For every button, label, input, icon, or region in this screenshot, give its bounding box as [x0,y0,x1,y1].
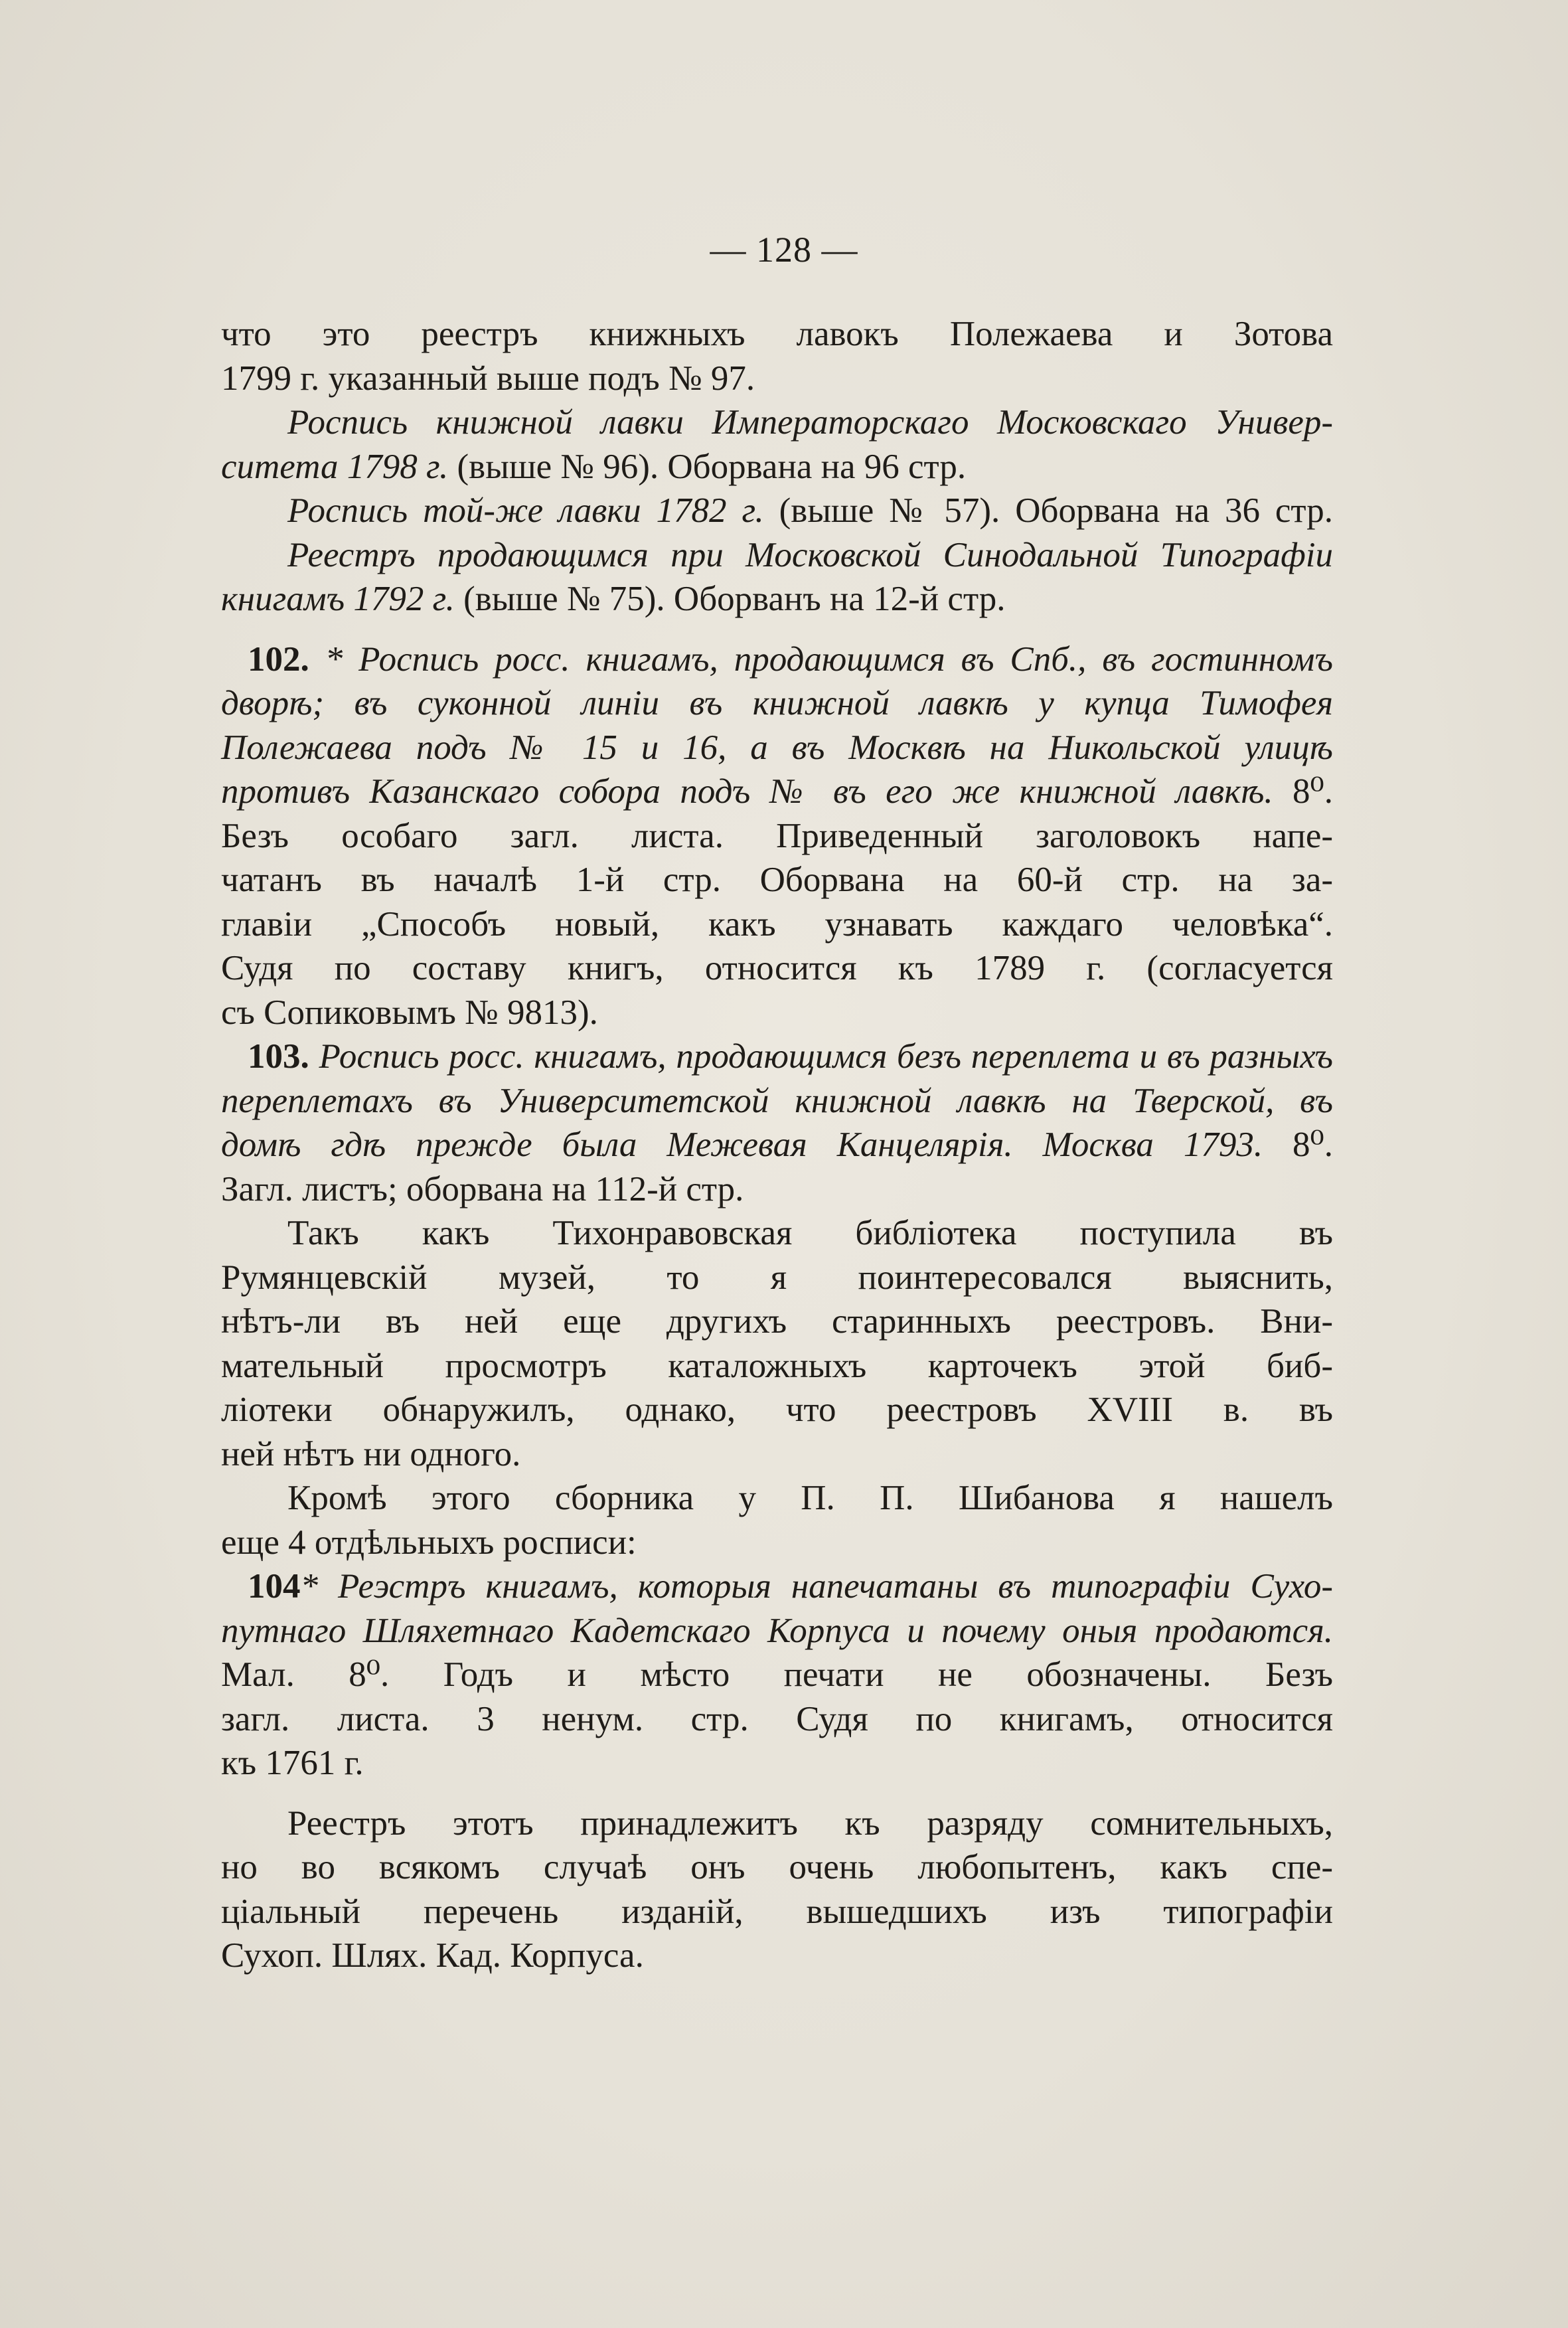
text-line [221,1653,1333,1697]
text-run: 8⁰. [1293,1125,1333,1164]
text-run: Загл. листъ; оборвана на 112-й стр. [221,1169,744,1208]
italic-title: Роспись той-же лавки 1782 г. [287,491,779,530]
paragraph [221,1801,1333,1978]
text-run: (выше № 96). Оборвана на 96 стр. [457,447,967,486]
text-line [221,1299,1333,1344]
text-line [221,1079,1333,1123]
text-line [221,357,1333,401]
paragraph [221,1564,1333,1786]
paragraph [221,400,1333,489]
text-run: Судя по составу книгъ, относится къ 1789 г. (согласуется [221,949,1333,987]
text-line [221,770,1333,814]
text-line [221,1432,1333,1477]
text-run: мательный просмотръ каталожныхъ карточекъ этой биб- [221,1346,1333,1385]
text-line [221,533,1333,578]
text-line [221,1890,1333,1934]
entry-number: 104 [248,1567,301,1606]
text-line [221,637,1333,682]
text-line [221,1035,1333,1079]
text-run: нѣтъ-ли въ ней еще другихъ старинныхъ реестровъ. Вни- [221,1302,1333,1341]
paragraph [221,312,1333,400]
paragraph [221,1476,1333,1564]
text-run: загл. листа. 3 ненум. стр. Судя по книгамъ, относится [221,1699,1333,1738]
text-run: что это реестръ книжныхъ лавокъ Полежаева и Зотова [221,315,1333,353]
italic-title: переплетахъ въ Университетской книжной лавкѣ на Тверской, въ [221,1081,1333,1120]
text-run: къ 1761 г. [221,1744,364,1782]
text-line [221,489,1333,533]
text-run: Румянцевскій музей, то я поинтересовался выяснить, [221,1258,1333,1297]
text-run: Такъ какъ Тихонравовская библіотека поступила въ [287,1214,1333,1252]
italic-title: путнаго Шляхетнаго Кадетскаго Корпуса и почему оныя продаются. [221,1611,1333,1650]
text-run: главіи „Способъ новый, какъ узнавать каждаго человѣка“. [221,904,1333,944]
paragraph [221,1035,1333,1211]
text-line [221,1123,1333,1167]
text-line [221,1801,1333,1846]
italic-title: Полежаева подъ № 15 и 16, а въ Москвѣ на Никольской улицѣ [221,728,1333,767]
text-line [221,312,1333,357]
text-line [221,577,1333,622]
text-run: (выше № 75). Оборванъ на 12-й стр. [463,580,1006,618]
entry-number: 103. [248,1037,319,1076]
text-run: ней нѣтъ ни одного. [221,1434,521,1473]
text-line [221,400,1333,445]
text-line [221,1564,1333,1609]
text-run: еще 4 отдѣльныхъ росписи: [221,1523,637,1562]
page-body-text [221,312,1333,1978]
italic-title: Роспись книжной лавки Императорскаго Московскаго Универ- [287,403,1333,442]
text-line [221,1256,1333,1300]
text-line [221,1741,1333,1786]
text-line [221,814,1333,859]
text-line [221,902,1333,947]
text-line [221,1344,1333,1388]
italic-title: противъ Казанскаго собора подъ № въ его же книжной лавкѣ. [221,772,1293,811]
text-line [221,1697,1333,1742]
text-run: съ Сопиковымъ № 9813). [221,993,598,1032]
italic-title: Роспись росс. книгамъ, продающимся безъ переплета и въ разныхъ [319,1037,1333,1076]
paragraph-gap [221,622,1333,637]
text-run: Сухоп. Шлях. Кад. Корпуса. [221,1936,644,1975]
paragraph-gap [221,1786,1333,1801]
text-run: ціальный перечень изданій, вышедшихъ изъ типографіи [221,1892,1333,1931]
paragraph [221,637,1333,1035]
text-line [221,1388,1333,1432]
text-run: Реестръ этотъ принадлежитъ къ разряду сомнительныхъ, [287,1803,1333,1843]
entry-number: 102. [248,639,325,679]
text-line [221,445,1333,489]
page-number: — 128 — [710,230,858,270]
text-run: чатанъ въ началѣ 1-й стр. Оборвана на 60-й стр. на за- [221,861,1333,899]
italic-title: книгамъ 1792 г. [221,580,464,618]
text-line [221,946,1333,991]
italic-title: домѣ гдѣ прежде была Межевая Канцелярія. Москва 1793. [221,1125,1293,1164]
text-run: Кромѣ этого сборника у П. П. Шибанова я нашелъ [287,1479,1333,1517]
text-line [221,681,1333,726]
text-run: но во всякомъ случаѣ онъ очень любопытенъ, какъ спе- [221,1848,1333,1886]
paragraph [221,1211,1333,1476]
text-line [221,726,1333,770]
text-line [221,1167,1333,1212]
text-line [221,1934,1333,1978]
paragraph [221,489,1333,533]
text-run: ліотеки обнаружилъ, однако, что реестровъ XVIII в. въ [221,1390,1333,1429]
text-line [221,991,1333,1035]
italic-title: ситета 1798 г. [221,447,457,486]
text-line [221,1521,1333,1565]
italic-title: * Роспись росс. книгамъ, продающимся въ Спб., въ гостинномъ [325,639,1334,679]
text-run: Безъ особаго загл. листа. Приведенный заголовокъ напе- [221,816,1333,855]
text-run: 1799 г. указанный выше подъ № 97. [221,359,755,398]
italic-title: * Реэстръ книгамъ, которыя напечатаны въ типографіи Сухо- [300,1567,1333,1606]
text-run: 8⁰. [1293,772,1333,811]
paragraph [221,533,1333,622]
text-run: Мал. 8⁰. Годъ и мѣсто печати не обозначены. Безъ [221,1655,1333,1694]
italic-title: дворѣ; въ суконной линіи въ книжной лавкѣ у купца Тимофея [221,684,1333,722]
text-line [221,1211,1333,1256]
text-line [221,1476,1333,1521]
text-line [221,1845,1333,1890]
text-run: (выше № 57). Оборвана на 36 стр. [779,491,1333,530]
text-line [221,858,1333,902]
text-line [221,1609,1333,1653]
italic-title: Реестръ продающимся при Московской Синодальной Типографіи [287,535,1333,574]
